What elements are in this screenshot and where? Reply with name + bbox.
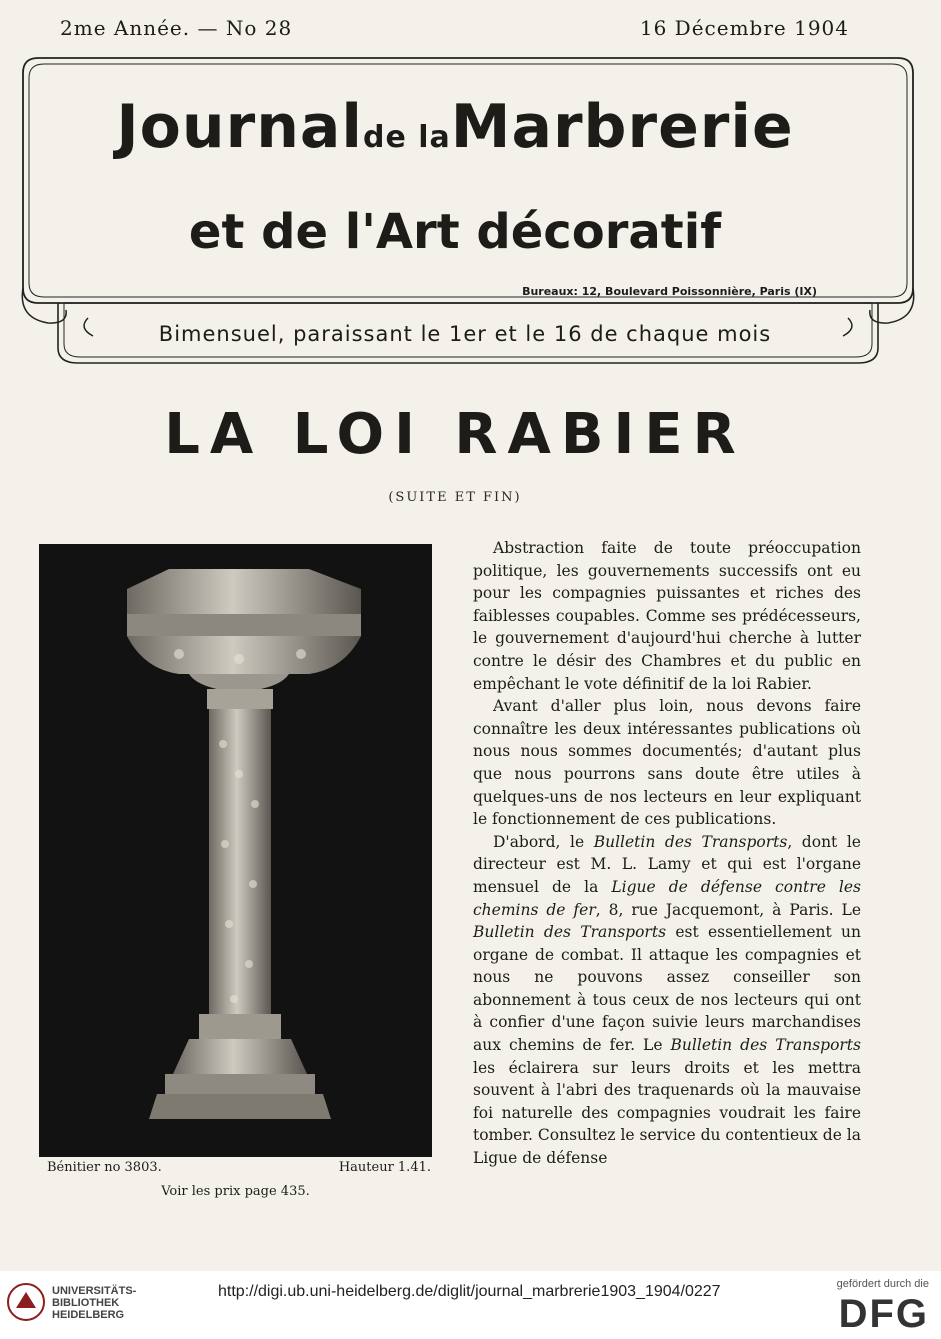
italic-title: Ligue de défense contre les chemins de fer [473,877,862,919]
article-body [473,537,861,1170]
benitier-illustration [39,544,432,1157]
periodicity-line: Bimensuel, paraissant le 1er et le 16 de chaque mois [158,322,772,346]
library-line-3: HEIDELBERG [52,1309,125,1321]
text-run: , 8, rue Jacquemont, à Paris. Le [595,900,861,919]
source-url-link[interactable]: http://digi.ub.uni-heidelberg.de/diglit/journal_marbrerie1903_1904/0227 [218,1283,721,1300]
caption-item-number: Bénitier no 3803. [47,1160,162,1175]
masthead-title-marbrerie: Marbrerie [450,92,794,162]
text-run: , dont le directeur est M. L. Lamy et qui est l'organe mensuel de la [473,832,861,896]
italic-title: Bulletin des Transports [670,1036,861,1055]
article-paragraph-1: Abstraction faite de toute préoccupation politique, les gouvernements successifs ont eu pour les compagnies puissantes et riches des faiblesses coupables. Comme ses prédécesseurs, le gouvernement d'aujourd'hui cherche à lutter contre le désir des Chambres et du public en empêchant le vote définitif de la loi Rabier. [473,539,861,693]
library-line-2: BIBLIOTHEK [52,1297,120,1309]
masthead-title-journal: Journal [116,92,363,162]
library-line-1: UNIVERSITÄTS- [52,1285,137,1297]
article-headline: LA LOI RABIER [164,402,746,467]
funding-note: gefördert durch die [836,1278,929,1290]
issue-number: 2me Année. — No 28 [60,16,293,40]
masthead-title-de-la: de la [362,120,451,155]
article-paragraph-2: Avant d'aller plus loin, nous devons faire connaître les deux intéressantes publications où nous nous sommes documentés; d'autant plus que nous pourrons sans doute être utiles à quelques-uns de nos lecteurs en leur expliquant le fonctionnement de ces publications. [473,697,861,829]
caption-price-reference: Voir les prix page 435. [161,1184,310,1199]
italic-title: Bulletin des Transports [593,832,788,851]
dfg-logo: DFG [838,1292,929,1336]
benitier-photo [39,544,432,1157]
masthead-title [55,92,855,162]
article-paragraph-3 [473,831,861,1170]
italic-title: Bulletin des Transports [473,923,667,942]
issue-date: 16 Décembre 1904 [639,16,849,40]
article-subheadline: (SUITE ET FIN) [388,490,522,505]
library-name [52,1285,136,1321]
office-address: Bureaux: 12, Boulevard Poissonnière, Paris (IX) [522,285,817,298]
digitization-footer [0,1271,941,1339]
text-run: D'abord, le [493,832,594,851]
caption-height: Hauteur 1.41. [338,1160,431,1175]
text-run: les éclairera sur leurs droits et les mettra souvent à l'abri des traquenards où la mauvaise foi naturelle des compagnies voudrait les faire tomber. Consultez le service du contentieux de la Ligue de défense [473,1058,862,1168]
text-run: est essentiellement un organe de combat. Il attaque les compagnies et nous ne pouvons assez conseiller son abonnement à tous ceux de nos lecteurs qui ont à confier d'une façon suivie leurs marchandises aux chemins de fer. Le [473,923,861,1055]
university-seal-icon [6,1282,46,1322]
masthead-subtitle: et de l'Art décoratif [188,204,722,260]
